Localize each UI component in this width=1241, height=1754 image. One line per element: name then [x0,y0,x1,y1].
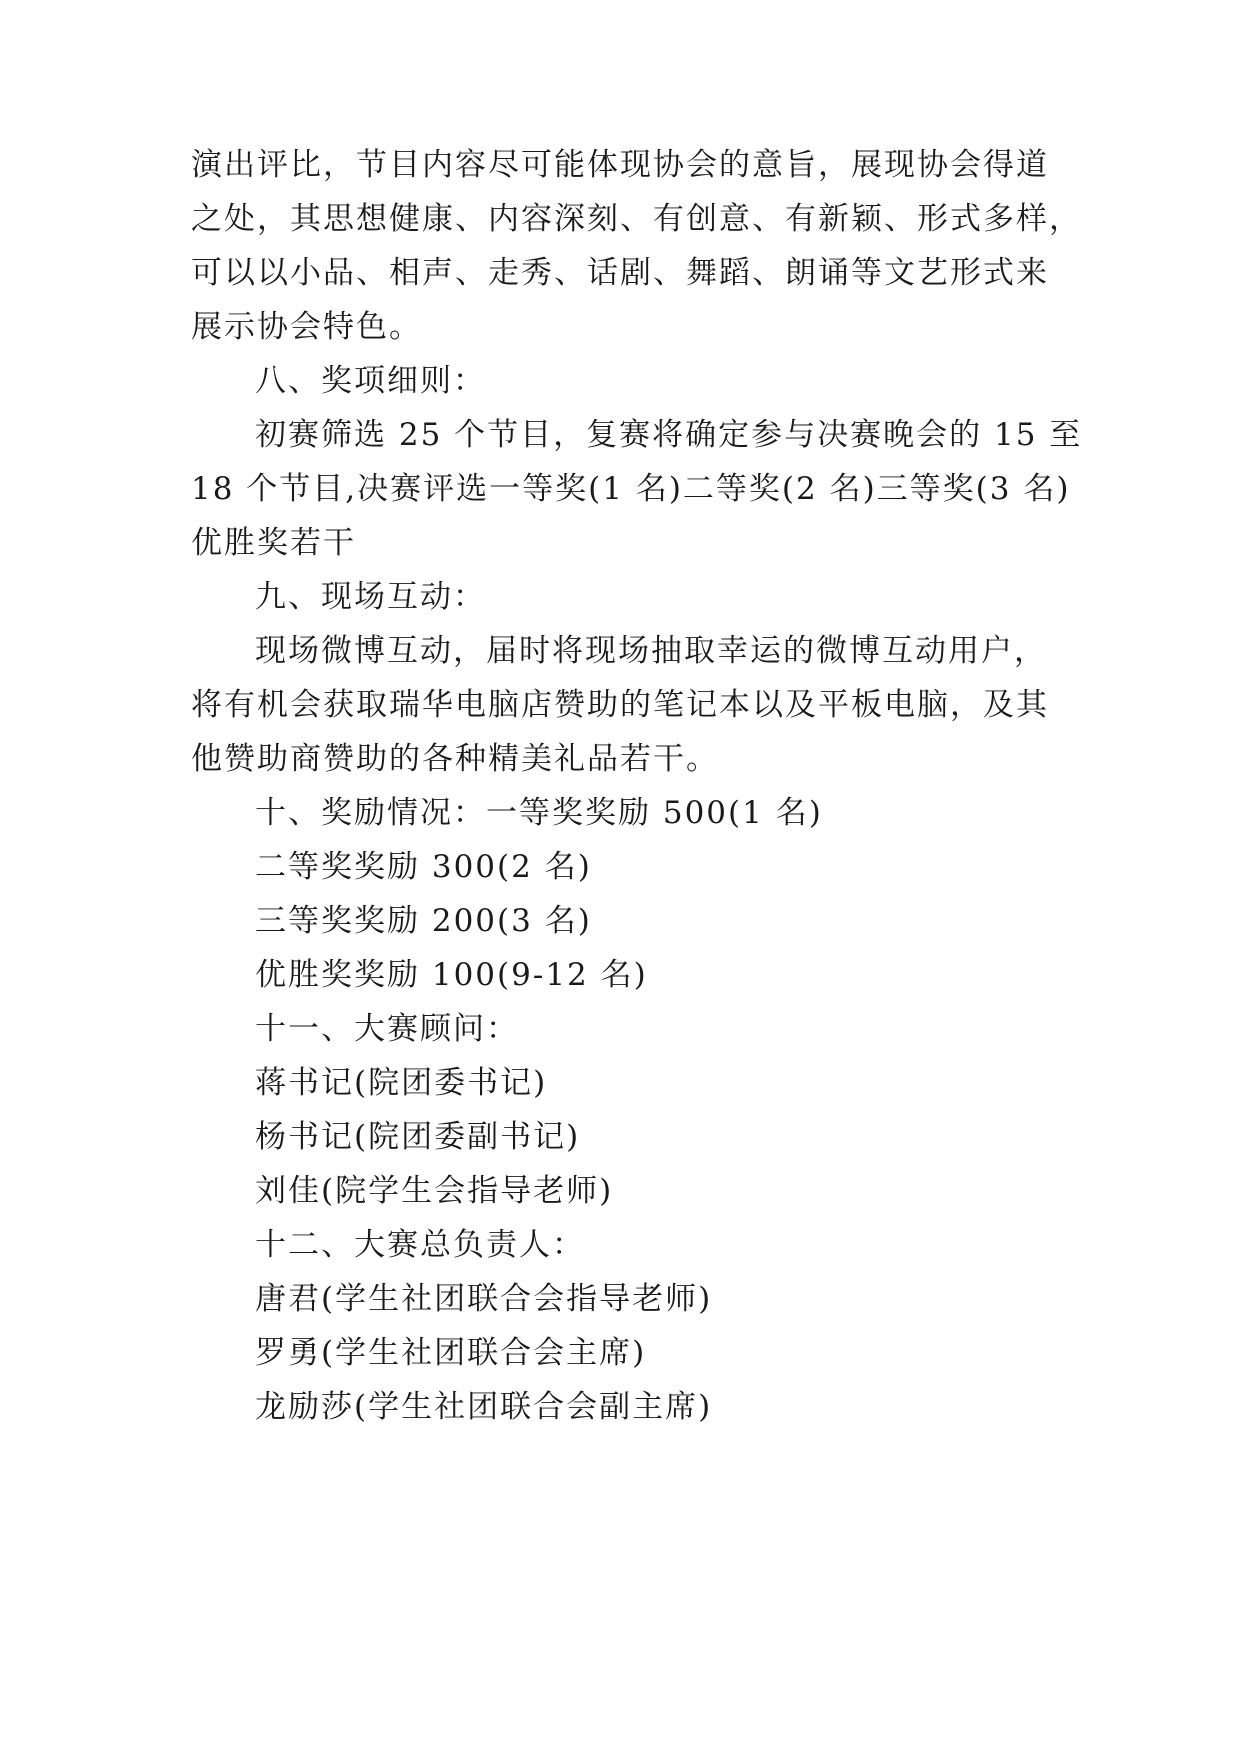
section-heading-advisors: 十一、大赛顾问： [255,1011,519,1047]
section-heading-live-interaction: 九、现场互动： [255,579,486,615]
reward-line: 优胜奖奖励 100(9-12 名) [255,957,648,993]
section-heading-leaders: 十二、大赛总负责人： [255,1227,585,1263]
body-text-line: 现场微博互动，届时将现场抽取幸运的微博互动用户， [255,633,1047,669]
leader-line: 龙励莎(学生社团联合会副主席) [255,1389,713,1425]
body-text-line: 优胜奖若干 [191,525,356,561]
body-text-line: 展示协会特色。 [191,309,422,345]
reward-line: 三等奖奖励 200(3 名) [255,903,592,939]
advisor-line: 杨书记(院团委副书记) [255,1119,581,1155]
section-heading-rewards: 十、奖励情况：一等奖奖励 500(1 名) [255,795,823,831]
body-text-line: 将有机会获取瑞华电脑店赞助的笔记本以及平板电脑，及其 [191,687,1049,723]
body-text-line: 初赛筛选 25 个节目，复赛将确定参与决赛晚会的 15 至 [255,417,1083,453]
body-text-line: 他赞助商赞助的各种精美礼品若干。 [191,741,719,777]
section-heading-awards-rules: 八、奖项细则： [255,363,486,399]
body-text-line: 18 个节目,决赛评选一等奖(1 名)二等奖(2 名)三等奖(3 名) [191,471,1071,507]
body-text-line: 可以以小品、相声、走秀、话剧、舞蹈、朗诵等文艺形式来 [191,255,1049,291]
leader-line: 罗勇(学生社团联合会主席) [255,1335,647,1371]
body-text-line: 之处，其思想健康、内容深刻、有创意、有新颖、形式多样， [191,201,1082,237]
advisor-line: 刘佳(院学生会指导老师) [255,1173,614,1209]
advisor-line: 蒋书记(院团委书记) [255,1065,548,1101]
reward-line: 二等奖奖励 300(2 名) [255,849,592,885]
leader-line: 唐君(学生社团联合会指导老师) [255,1281,713,1317]
body-text-line: 演出评比，节目内容尽可能体现协会的意旨，展现协会得道 [191,147,1049,183]
